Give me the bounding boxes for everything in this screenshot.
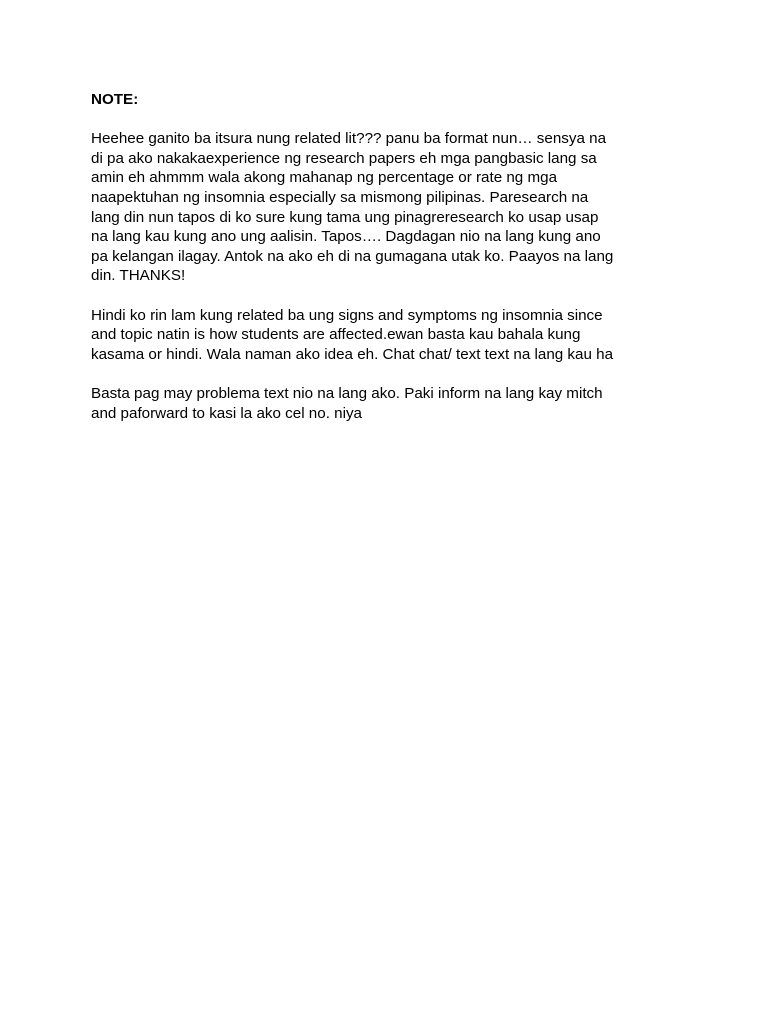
note-heading: NOTE: (91, 91, 139, 108)
text-line: din. THANKS! (91, 267, 186, 285)
paragraph-2 (91, 306, 691, 365)
text-line: na lang kau kung ano ung aalisin. Tapos…. Dagdagan nio na lang kung ano (91, 228, 601, 246)
text-line: and paforward to kasi la ako cel no. niya (91, 404, 363, 422)
text-line: kasama or hindi. Wala naman ako idea eh. Chat chat/ text text na lang kau ha (91, 345, 614, 363)
text-line: Heehee ganito ba itsura nung related lit??? panu ba format nun… sensya na (91, 130, 607, 148)
text-line: naapektuhan ng insomnia especially sa mismong pilipinas. Paresearch na (91, 188, 589, 206)
paragraph-3 (91, 384, 691, 423)
text-line: and topic natin is how students are affected.ewan basta kau bahala kung (91, 326, 581, 344)
paragraph-1 (91, 129, 691, 286)
note-content (91, 90, 691, 443)
text-line: di pa ako nakakaexperience ng research papers eh mga pangbasic lang sa (91, 149, 597, 167)
text-line: lang din nun tapos di ko sure kung tama ung pinagreresearch ko usap usap (91, 208, 599, 226)
text-line: pa kelangan ilagay. Antok na ako eh di na gumagana utak ko. Paayos na lang (91, 247, 614, 265)
text-line: Hindi ko rin lam kung related ba ung signs and symptoms ng insomnia since (91, 306, 603, 324)
text-line: Basta pag may problema text nio na lang ako. Paki inform na lang kay mitch (91, 384, 603, 402)
text-line: amin eh ahmmm wala akong mahanap ng percentage or rate ng mga (91, 169, 558, 187)
